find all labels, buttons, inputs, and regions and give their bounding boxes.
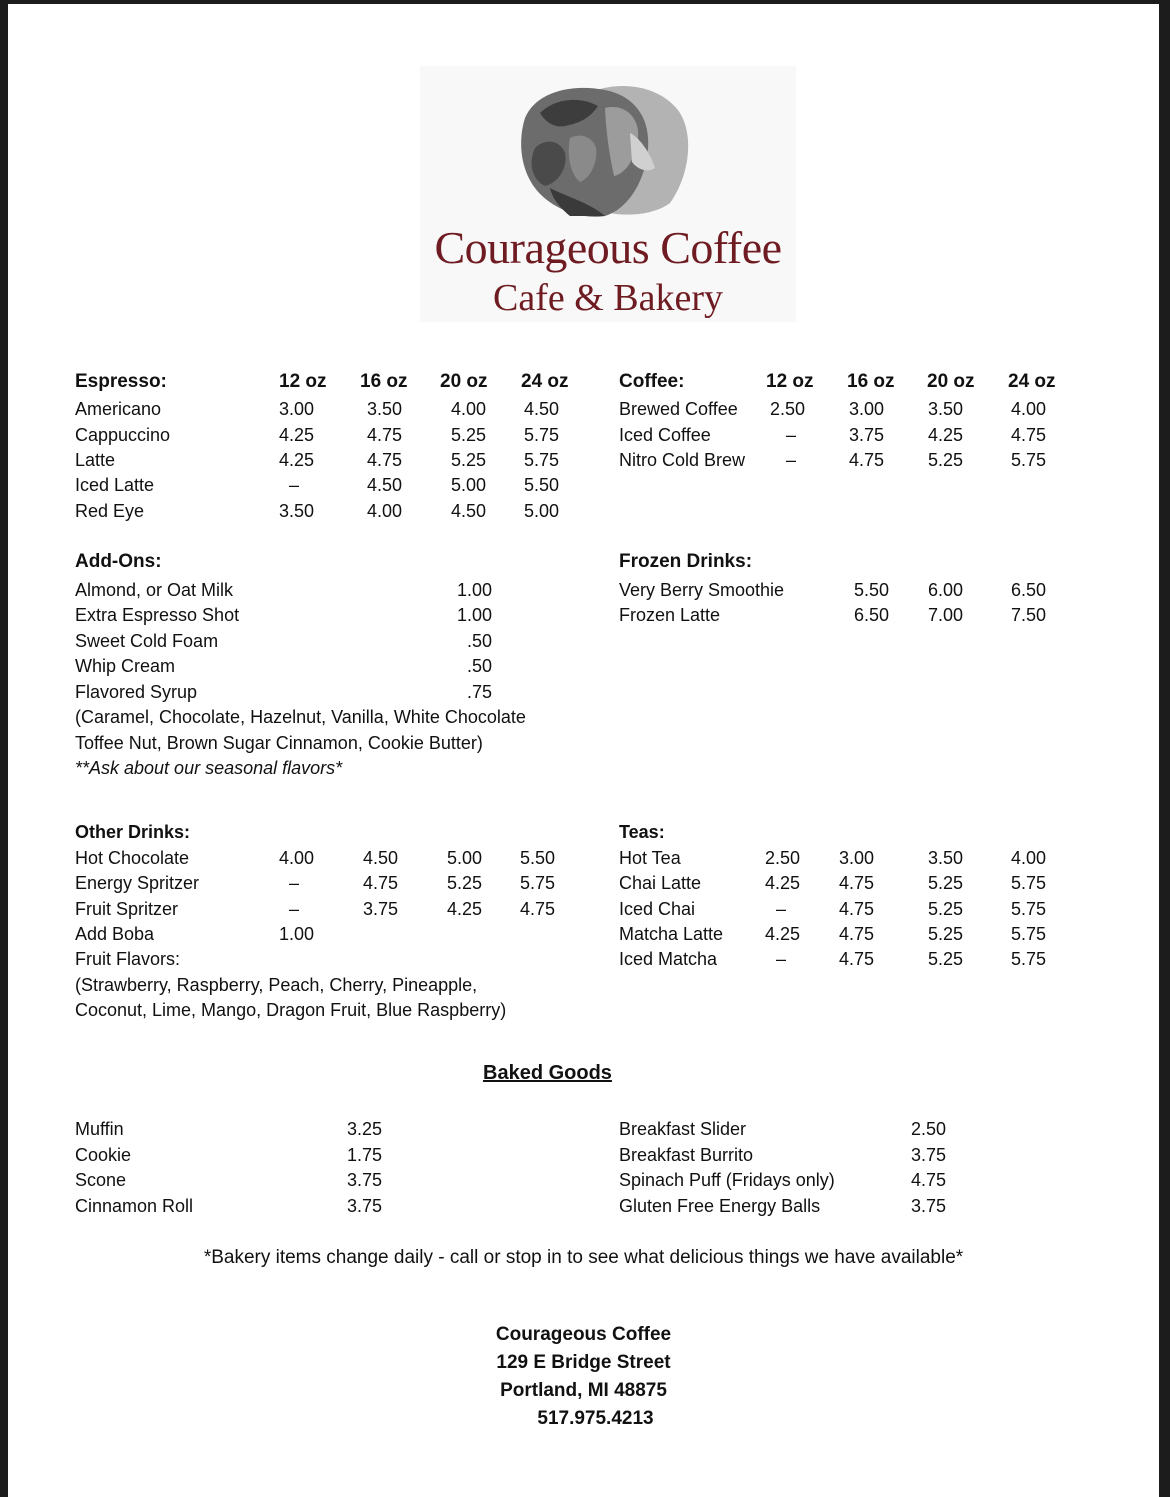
menu-item-price: 5.75 — [1011, 873, 1047, 893]
menu-item-price: 4.75 — [1011, 425, 1047, 445]
menu-item-price: 3.75 — [911, 1145, 947, 1165]
menu-item-price: 4.75 — [839, 949, 875, 969]
menu-item-price: 7.00 — [928, 605, 964, 625]
size-header: 24 oz — [521, 371, 569, 392]
menu-item-price: 4.75 — [367, 425, 403, 445]
menu-item-price: 1.75 — [347, 1145, 383, 1165]
coffee-title: Coffee: — [619, 371, 685, 392]
contact-city: Portland, MI 48875 — [500, 1380, 667, 1401]
fruit-flavors-label: Fruit Flavors: — [75, 949, 181, 969]
menu-item-name: Extra Espresso Shot — [75, 605, 240, 625]
menu-item-price: 5.50 — [854, 580, 890, 600]
menu-item-name: Chai Latte — [619, 873, 702, 893]
menu-item-price: 5.25 — [451, 450, 487, 470]
menu-item-price: 3.50 — [928, 399, 964, 419]
fruit-flavors: Coconut, Lime, Mango, Dragon Fruit, Blue Raspberry) — [75, 1000, 507, 1020]
menu-item-price: 1.00 — [457, 580, 493, 600]
size-header: 16 oz — [360, 371, 408, 392]
menu-item-price: 3.75 — [849, 425, 885, 445]
menu-item-price: 4.50 — [367, 475, 403, 495]
menu-page — [8, 4, 1159, 1497]
menu-item-price: 5.75 — [1011, 949, 1047, 969]
brand-subtitle: Cafe & Bakery — [492, 277, 724, 319]
menu-item-price: 5.75 — [1011, 899, 1047, 919]
bakery-note: *Bakery items change daily - call or stop in to see what delicious things we have available* — [203, 1247, 964, 1268]
menu-item-price: 4.50 — [451, 501, 487, 521]
syrup-flavors: (Caramel, Chocolate, Hazelnut, Vanilla, White Chocolate — [75, 707, 526, 727]
menu-item-price: 5.25 — [928, 450, 964, 470]
menu-item-price: 4.00 — [1011, 399, 1047, 419]
menu-item-price: 4.75 — [911, 1170, 947, 1190]
contact-phone: 517.975.4213 — [537, 1408, 654, 1429]
menu-item-price: 5.25 — [451, 425, 487, 445]
other-drinks-title: Other Drinks: — [75, 822, 191, 842]
menu-item-name: Iced Coffee — [619, 425, 711, 445]
menu-item-name: Breakfast Slider — [619, 1119, 747, 1139]
menu-item-price: 3.75 — [347, 1170, 383, 1190]
menu-item-price: 4.25 — [279, 450, 315, 470]
menu-item-name: Flavored Syrup — [75, 682, 198, 702]
menu-item-price: 4.25 — [279, 425, 315, 445]
menu-item-price: 5.75 — [1011, 924, 1047, 944]
menu-item-price: 4.75 — [839, 873, 875, 893]
menu-item-price: 1.00 — [457, 605, 493, 625]
menu-item-price: 1.00 — [279, 924, 315, 944]
menu-item-name: Fruit Spritzer — [75, 899, 179, 919]
menu-item-price: – — [289, 899, 300, 919]
menu-item-price: 4.75 — [839, 899, 875, 919]
menu-item-name: Latte — [75, 450, 116, 470]
size-header: 20 oz — [927, 371, 975, 392]
menu-item-price: .50 — [467, 656, 493, 676]
menu-item-name: Hot Tea — [619, 848, 681, 868]
menu-item-name: Add Boba — [75, 924, 155, 944]
seasonal-note: **Ask about our seasonal flavors* — [75, 758, 343, 778]
menu-item-price: 4.00 — [367, 501, 403, 521]
size-header: 20 oz — [440, 371, 488, 392]
menu-item-price: 4.25 — [447, 899, 483, 919]
menu-item-price: 4.00 — [451, 399, 487, 419]
menu-item-price: 4.00 — [279, 848, 315, 868]
menu-item-price: 4.50 — [524, 399, 560, 419]
menu-item-name: Americano — [75, 399, 162, 419]
size-header: 12 oz — [766, 371, 814, 392]
menu-item-name: Cappuccino — [75, 425, 171, 445]
menu-item-price: 2.50 — [770, 399, 806, 419]
menu-item-name: Brewed Coffee — [619, 399, 738, 419]
menu-item-price: 4.75 — [367, 450, 403, 470]
menu-item-price: 3.25 — [347, 1119, 383, 1139]
menu-item-price: 5.75 — [520, 873, 556, 893]
baked-goods-title: Baked Goods — [483, 1062, 612, 1084]
menu-item-price: 4.75 — [839, 924, 875, 944]
teas-title: Teas: — [619, 822, 665, 842]
menu-item-price: 5.00 — [524, 501, 560, 521]
menu-item-price: 5.25 — [928, 924, 964, 944]
menu-item-price: 3.00 — [279, 399, 315, 419]
menu-item-price: 3.00 — [849, 399, 885, 419]
menu-item-name: Matcha Latte — [619, 924, 724, 944]
menu-item-name: Very Berry Smoothie — [619, 580, 785, 600]
menu-item-price: 5.25 — [928, 899, 964, 919]
size-header: 24 oz — [1008, 371, 1056, 392]
menu-item-name: Red Eye — [75, 501, 145, 521]
menu-item-price: 5.25 — [447, 873, 483, 893]
menu-item-price: 5.50 — [524, 475, 560, 495]
menu-item-price: 5.75 — [524, 425, 560, 445]
menu-item-price: 3.75 — [347, 1196, 383, 1216]
espresso-title: Espresso: — [75, 371, 167, 392]
menu-item-price: 2.50 — [911, 1119, 947, 1139]
menu-item-price: 5.75 — [524, 450, 560, 470]
menu-item-price: – — [776, 899, 787, 919]
menu-item-name: Iced Chai — [619, 899, 696, 919]
menu-item-price: 4.75 — [520, 899, 556, 919]
brand-name: Courageous Coffee — [434, 222, 782, 273]
menu-item-price: 4.25 — [765, 873, 801, 893]
menu-item-name: Iced Matcha — [619, 949, 718, 969]
menu-item-price: – — [786, 450, 797, 470]
addons-title: Add-Ons: — [75, 551, 162, 572]
menu-item-name: Frozen Latte — [619, 605, 721, 625]
size-header: 12 oz — [279, 371, 327, 392]
menu-item-name: Cookie — [75, 1145, 132, 1165]
menu-item-price: 6.50 — [854, 605, 890, 625]
menu-item-price: – — [786, 425, 797, 445]
menu-item-price: 2.50 — [765, 848, 801, 868]
menu-item-price: 3.75 — [911, 1196, 947, 1216]
menu-item-price: 3.00 — [839, 848, 875, 868]
menu-item-price: 4.75 — [849, 450, 885, 470]
menu-item-name: Cinnamon Roll — [75, 1196, 194, 1216]
syrup-flavors: Toffee Nut, Brown Sugar Cinnamon, Cookie Butter) — [75, 733, 483, 753]
frozen-title: Frozen Drinks: — [619, 551, 753, 572]
menu-item-name: Whip Cream — [75, 656, 176, 676]
menu-item-name: Iced Latte — [75, 475, 155, 495]
menu-item-price: 4.50 — [363, 848, 399, 868]
size-header: 16 oz — [847, 371, 895, 392]
menu-item-price: 4.25 — [928, 425, 964, 445]
menu-item-price: 5.75 — [1011, 450, 1047, 470]
menu-item-price: 6.50 — [1011, 580, 1047, 600]
lion-head-icon — [510, 78, 700, 218]
menu-item-name: Almond, or Oat Milk — [75, 580, 234, 600]
menu-item-name: Hot Chocolate — [75, 848, 190, 868]
menu-item-price: – — [289, 475, 300, 495]
menu-item-name: Energy Spritzer — [75, 873, 200, 893]
contact-name: Courageous Coffee — [495, 1324, 672, 1345]
logo — [420, 66, 796, 322]
menu-item-price: 3.50 — [279, 501, 315, 521]
menu-item-name: Muffin — [75, 1119, 124, 1139]
menu-item-price: 4.25 — [765, 924, 801, 944]
menu-item-price: .50 — [467, 631, 493, 651]
menu-item-name: Breakfast Burrito — [619, 1145, 754, 1165]
menu-item-price: 4.00 — [1011, 848, 1047, 868]
menu-item-price: – — [776, 949, 787, 969]
menu-item-price: 3.50 — [367, 399, 403, 419]
fruit-flavors: (Strawberry, Raspberry, Peach, Cherry, Pineapple, — [75, 975, 478, 995]
menu-item-price: – — [289, 873, 300, 893]
menu-item-price: .75 — [467, 682, 493, 702]
menu-item-name: Gluten Free Energy Balls — [619, 1196, 821, 1216]
menu-item-price: 5.25 — [928, 949, 964, 969]
menu-item-price: 5.50 — [520, 848, 556, 868]
menu-item-price: 5.25 — [928, 873, 964, 893]
contact-street: 129 E Bridge Street — [496, 1352, 671, 1373]
menu-item-price: 5.00 — [451, 475, 487, 495]
menu-item-name: Sweet Cold Foam — [75, 631, 219, 651]
menu-item-price: 3.50 — [928, 848, 964, 868]
menu-item-price: 6.00 — [928, 580, 964, 600]
menu-item-price: 7.50 — [1011, 605, 1047, 625]
menu-item-price: 4.75 — [363, 873, 399, 893]
menu-item-name: Nitro Cold Brew — [619, 450, 746, 470]
menu-item-name: Spinach Puff (Fridays only) — [619, 1170, 835, 1190]
menu-item-name: Scone — [75, 1170, 127, 1190]
menu-item-price: 3.75 — [363, 899, 399, 919]
menu-item-price: 5.00 — [447, 848, 483, 868]
